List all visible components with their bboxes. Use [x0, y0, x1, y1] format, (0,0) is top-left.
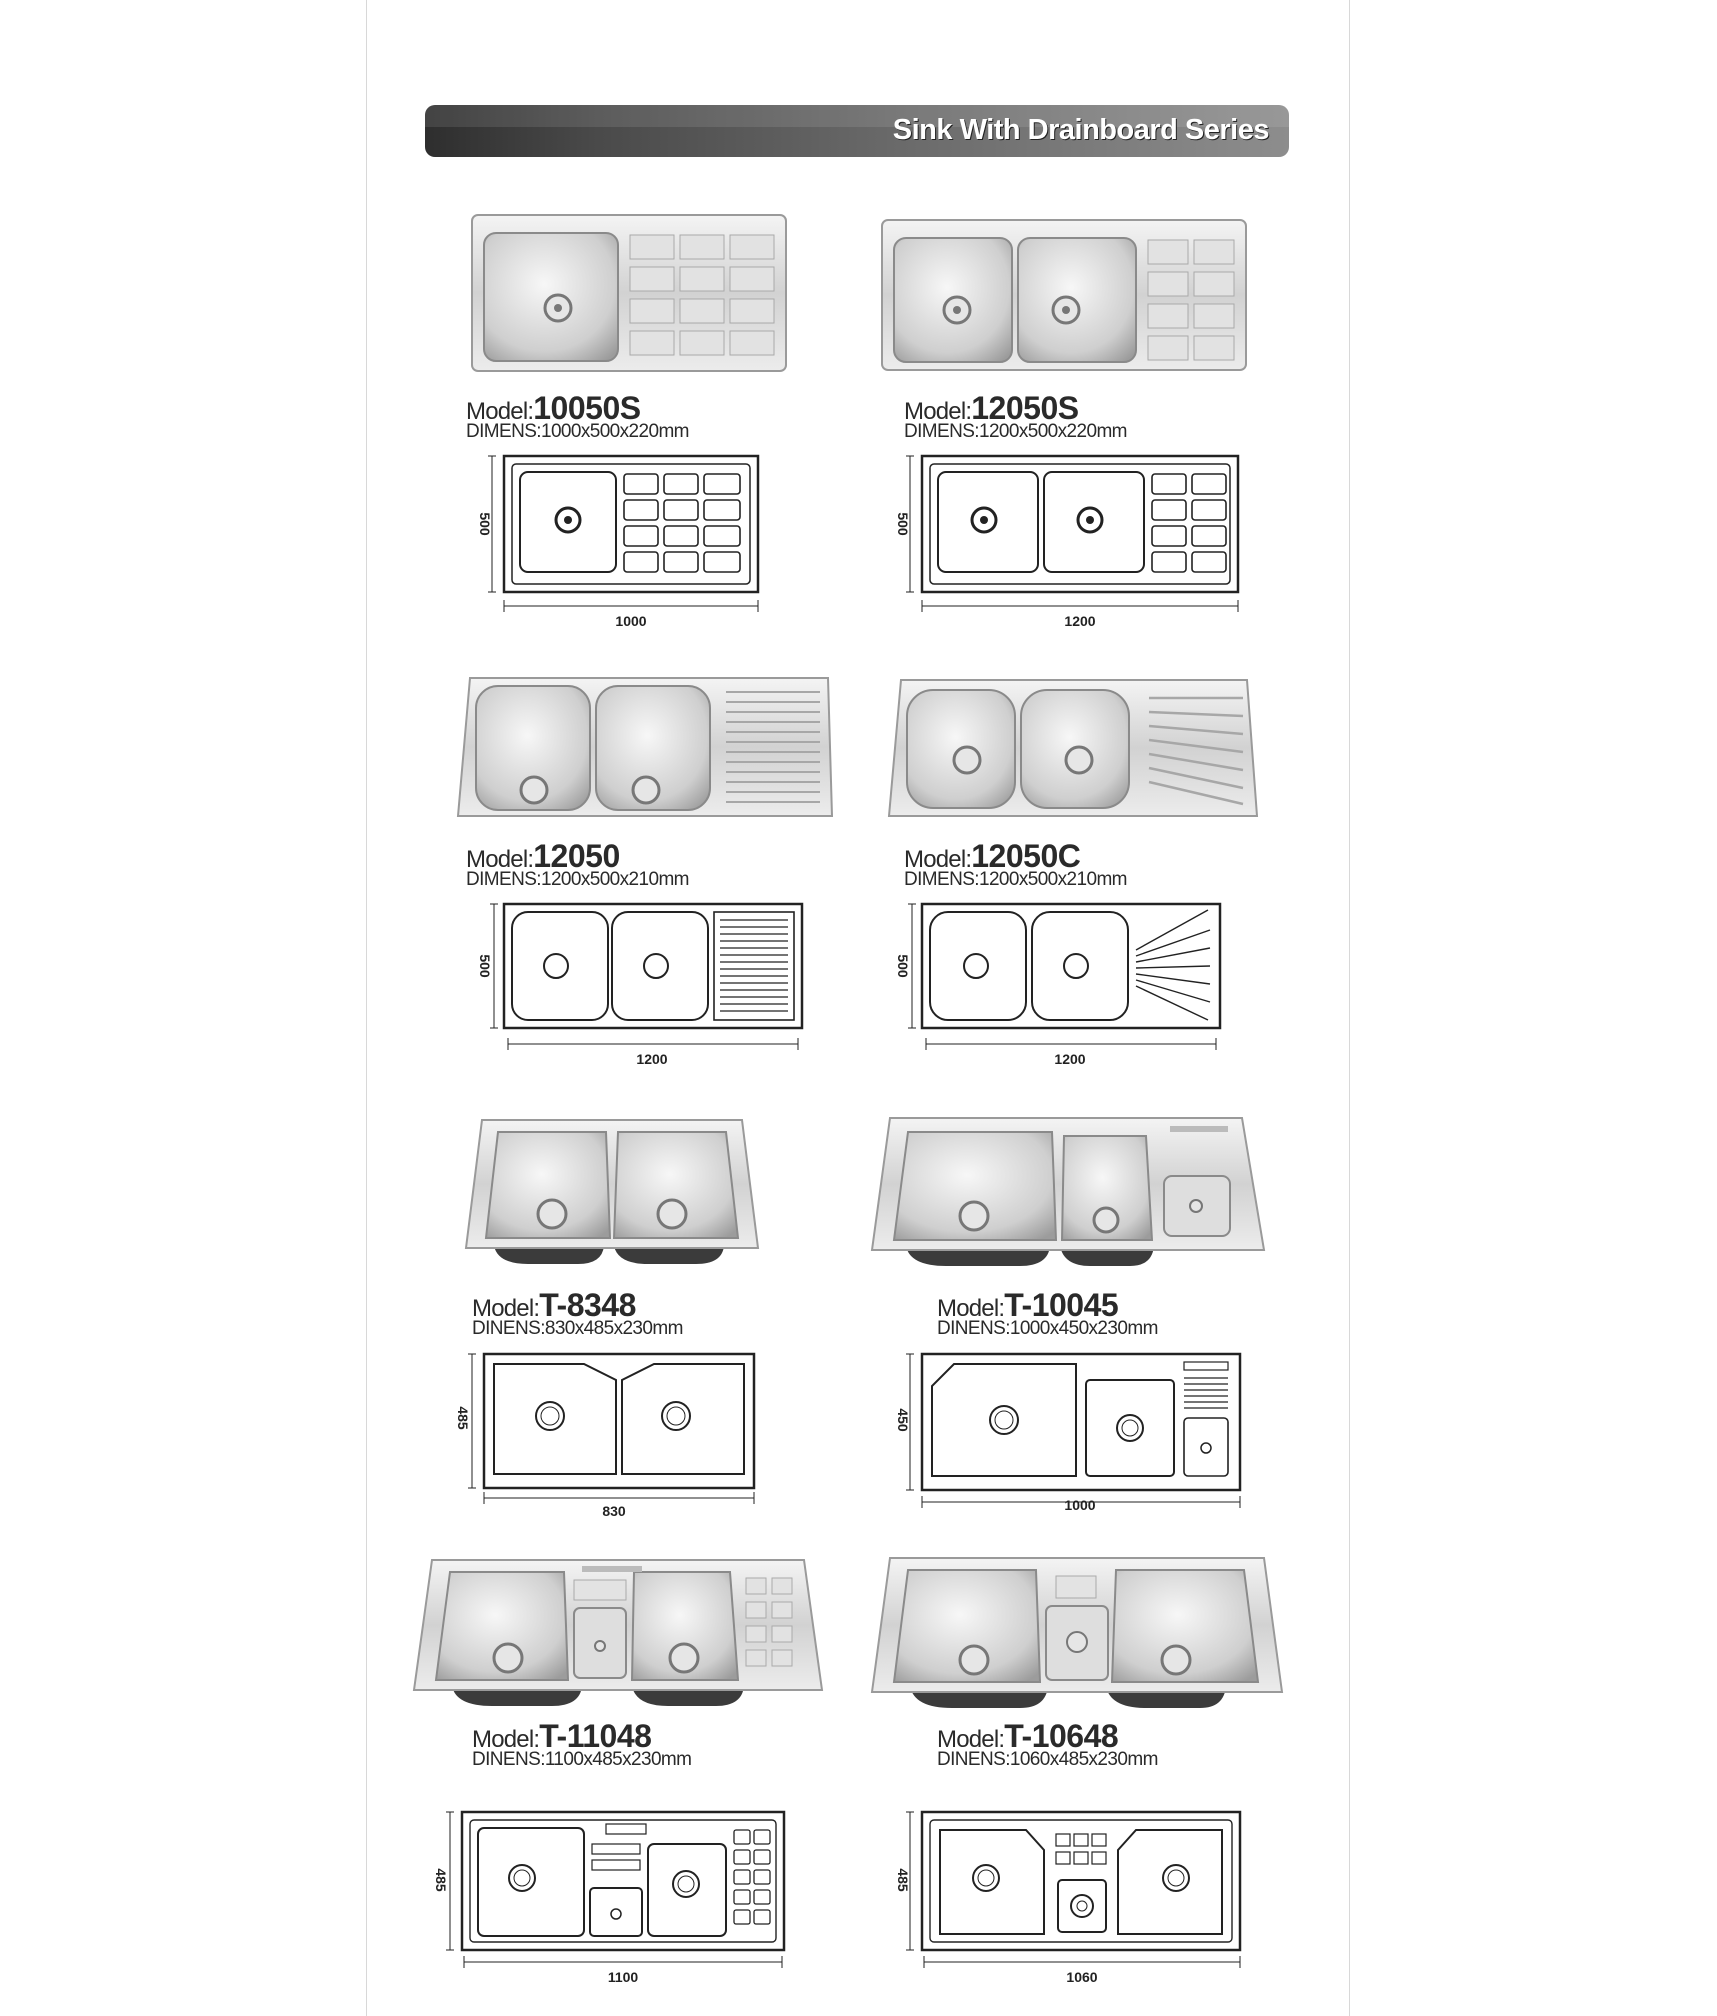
model-label: Model:T-10045: [937, 1287, 1119, 1323]
technical-drawing-10050S: [462, 450, 762, 632]
model-label: Model:12050C: [904, 838, 1081, 874]
width-dimension-label: 1060: [1066, 1969, 1098, 1985]
height-dimension-label: 485: [433, 1868, 449, 1892]
technical-drawing-T-10648: [880, 1806, 1246, 1986]
technical-drawing-T-8348: [446, 1350, 758, 1520]
model-label: Model:T-11048: [472, 1718, 652, 1754]
model-label: Model:T-10648: [937, 1718, 1119, 1754]
model-label: Model:12050: [466, 838, 620, 874]
technical-drawing-12050S: [880, 450, 1242, 632]
sink-photo-12050: [456, 676, 834, 820]
dimensions-text: DINENS:1100x485x230mm: [472, 1749, 692, 1770]
height-dimension-label: 500: [895, 954, 911, 978]
dimensions-text: DIMENS:1200x500x220mm: [904, 421, 1127, 442]
series-title: Sink With Drainboard Series: [892, 114, 1269, 146]
sink-photo-T-8348: [464, 1118, 760, 1266]
height-dimension-label: 485: [455, 1406, 471, 1430]
sink-photo-T-10045: [870, 1116, 1266, 1268]
height-dimension-label: 500: [477, 512, 493, 536]
technical-drawing-T-11048: [424, 1806, 788, 1986]
width-dimension-label: 1200: [636, 1051, 668, 1067]
dimensions-text: DIMENS:1200x500x210mm: [466, 869, 689, 890]
sink-photo-12050S: [880, 218, 1248, 374]
sink-photo-10050S: [470, 213, 788, 375]
dimensions-text: DINENS:1000x450x230mm: [937, 1318, 1158, 1339]
width-dimension-label: 1000: [1064, 1497, 1096, 1513]
dimensions-text: DINENS:830x485x230mm: [472, 1318, 683, 1339]
technical-drawing-12050: [462, 900, 810, 1072]
dimensions-text: DIMENS:1000x500x220mm: [466, 421, 689, 442]
height-dimension-label: 485: [895, 1868, 911, 1892]
technical-drawing-12050C: [880, 900, 1228, 1072]
width-dimension-label: 1200: [1054, 1051, 1086, 1067]
height-dimension-label: 450: [895, 1408, 911, 1432]
dimensions-text: DIMENS:1200x500x210mm: [904, 869, 1127, 890]
model-label: Model:T-8348: [472, 1287, 636, 1323]
width-dimension-label: 1200: [1064, 613, 1096, 629]
sink-photo-T-10648: [870, 1556, 1284, 1710]
technical-drawing-T-10045: [880, 1350, 1244, 1522]
width-dimension-label: 1100: [607, 1969, 639, 1985]
model-label: Model:12050S: [904, 390, 1079, 426]
width-dimension-label: 830: [602, 1503, 626, 1519]
height-dimension-label: 500: [895, 512, 911, 536]
sink-photo-T-11048: [412, 1558, 824, 1708]
width-dimension-label: 1000: [615, 613, 647, 629]
height-dimension-label: 500: [477, 954, 493, 978]
model-label: Model:10050S: [466, 390, 641, 426]
series-header-bar: [425, 105, 1289, 157]
sink-photo-12050C: [887, 678, 1259, 820]
dimensions-text: DINENS:1060x485x230mm: [937, 1749, 1158, 1770]
